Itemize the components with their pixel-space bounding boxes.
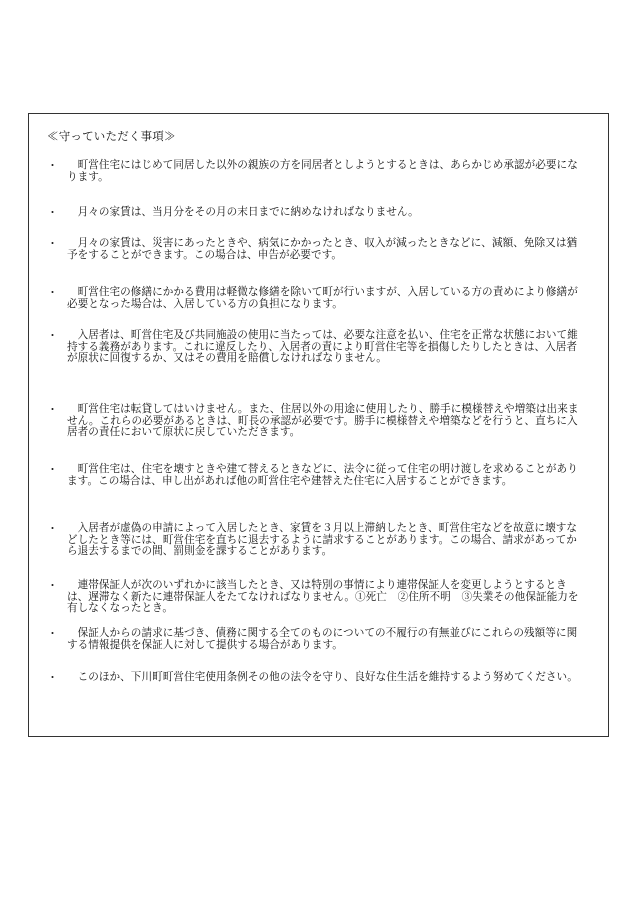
bullet-marker: ・ (47, 671, 58, 684)
bullet-marker: ・ (47, 403, 58, 416)
rule-item-eviction (47, 523, 587, 558)
bullet-marker: ・ (47, 463, 58, 476)
rule-text: 町営住宅にはじめて同居した以外の親族の方を同居者としようとするときは、あらかじめ承認が必要になります。 (67, 159, 578, 183)
bullet-marker: ・ (47, 522, 58, 535)
rule-item-maintenance-duty (47, 330, 587, 365)
rule-item-rent-payment (47, 207, 587, 219)
rules-box (28, 113, 609, 737)
rule-text: 入居者は、町営住宅及び共同施設の使用に当たっては、必要な注意を払い、住宅を正常な状態において維持する義務があります。これに違反したり、入居者の責により町営住宅等を損傷したりしたときは、入居者が原状に回復するか、又はその費用を賠償しなければなりません。 (67, 329, 578, 365)
rule-item-joint-guarantor (47, 580, 587, 615)
section-heading: ≪守っていただく事項≫ (47, 129, 176, 143)
rule-text: このほか、下川町町営住宅使用条例その他の法令を守り、良好な住生活を維持するよう努めてください。 (77, 671, 578, 683)
rule-text: 町営住宅は転貸してはいけません。また、住居以外の用途に使用したり、勝手に模様替えや増築は出来ません。これらの必要があるときは、町長の承認が必要です。勝手に模様替えや増築などを行うと、直ちに入居者の責任において原状に戻していただきます。 (67, 403, 579, 439)
rule-item-no-sublet (47, 404, 587, 439)
rule-item-rent-reduction (47, 238, 587, 261)
bullet-marker: ・ (47, 159, 58, 172)
rule-item-cohabitant-approval (47, 160, 587, 183)
rule-item-other-laws (47, 672, 587, 684)
bullet-marker: ・ (47, 579, 58, 592)
bullet-marker: ・ (47, 627, 58, 640)
rule-text: 月々の家賃は、災害にあったときや、病気にかかったとき、収入が減ったときなどに、減額、免除又は猶予をすることができます。この場合は、申告が必要です。 (67, 237, 578, 261)
bullet-marker: ・ (47, 286, 58, 299)
rule-text: 町営住宅は、住宅を壊すときや建て替えるときなどに、法令に従って住宅の明け渡しを求めることがあります。この場合は、申し出があれば他の町営住宅や建替えた住宅に入居することができます。 (67, 463, 578, 487)
rule-item-vacate-request (47, 464, 587, 487)
rule-text: 保証人からの請求に基づき、債務に関する全てのものについての不履行の有無並びにこれらの残額等に関する情報提供を保証人に対して提供する場合があります。 (67, 627, 578, 651)
rule-item-repair-cost (47, 287, 587, 310)
bullet-marker: ・ (47, 206, 58, 219)
rule-text: 入居者が虚偽の申請によって入居したとき、家賃を３月以上滞納したとき、町営住宅などを故意に壊すなどしたとき等には、町営住宅を直ちに退去するように請求することがあります。この場合、請求があってから退去するまでの間、罰則金を課することがあります。 (67, 522, 577, 558)
bullet-marker: ・ (47, 329, 58, 342)
rule-item-guarantor-info (47, 628, 587, 651)
rule-text: 町営住宅の修繕にかかる費用は軽微な修繕を除いて町が行いますが、入居している方の責めにより修繕が必要となった場合は、入居している方の負担になります。 (67, 286, 578, 310)
rule-text: 連帯保証人が次のいずれかに該当したとき、又は特別の事情により連帯保証人を変更しようとするときは、遅滞なく新たに連帯保証人をたてなければなりません。①死亡 ②住所不明 ③失業その他保証能力を有しなくなったとき。 (67, 579, 579, 615)
bullet-marker: ・ (47, 237, 58, 250)
rule-text: 月々の家賃は、当月分をその月の末日までに納めなければなりません。 (77, 206, 419, 218)
